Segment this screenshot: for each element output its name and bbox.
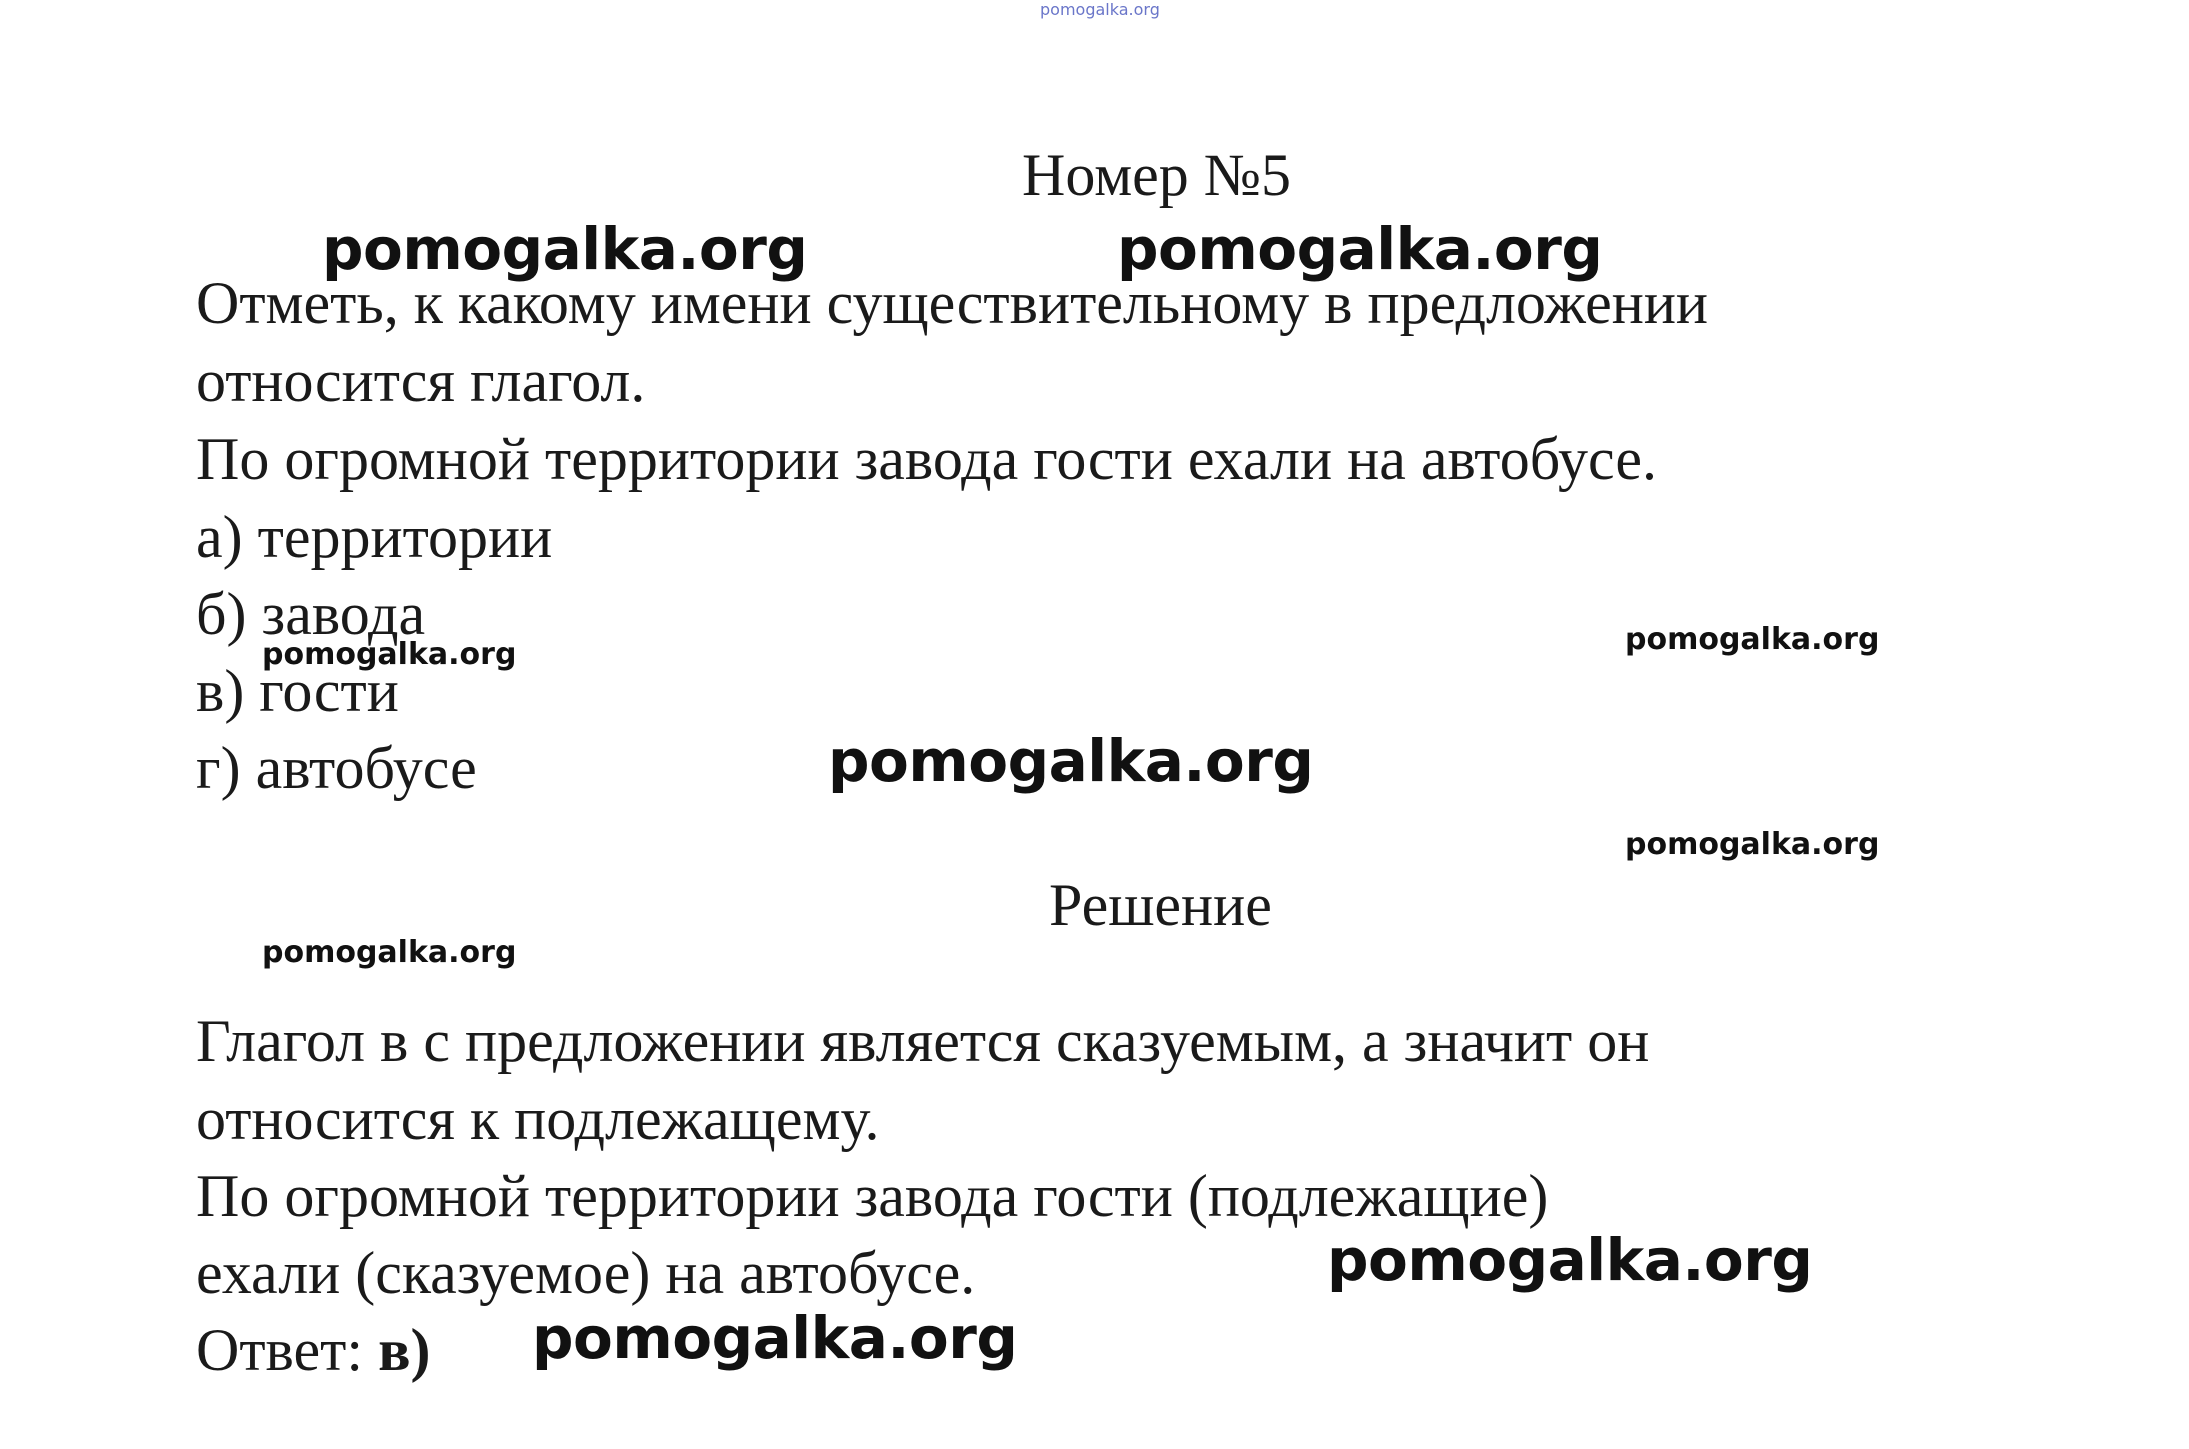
answer-line [196, 1317, 431, 1383]
task-sentence: По огромной территории завода гости ехали на автобусе. [196, 426, 1657, 492]
option-a: а) территории [196, 504, 553, 570]
watermark: pomogalka.org [262, 935, 517, 970]
solution-line-4: ехали (сказуемое) на автобусе. [196, 1240, 976, 1306]
option-g: г) автобусе [196, 735, 477, 801]
watermark: pomogalka.org [1625, 827, 1880, 862]
watermark: pomogalka.org [1625, 622, 1880, 657]
watermark: pomogalka.org [1117, 215, 1603, 283]
task-line-2: относится глагол. [196, 348, 646, 414]
page-title: Номер №5 [1022, 142, 1292, 208]
solution-line-1: Глагол в с предложении является сказуемым, а значит он [196, 1008, 1650, 1074]
watermark: pomogalka.org [322, 215, 808, 283]
watermark: pomogalka.org [532, 1304, 1018, 1372]
watermark-top: pomogalka.org [1040, 0, 1160, 19]
watermark: pomogalka.org [262, 637, 517, 672]
option-v: в) гости [196, 658, 399, 724]
task-line-1: Отметь, к какому имени существительному в предложении [196, 270, 1709, 336]
watermark: pomogalka.org [828, 727, 1314, 795]
option-b: б) завода [196, 581, 426, 647]
answer-label: Ответ: [196, 1317, 364, 1383]
answer-value: в) [378, 1317, 431, 1383]
solution-heading: Решение [1049, 872, 1272, 938]
solution-line-3: По огромной территории завода гости (подлежащие) [196, 1163, 1549, 1229]
solution-line-2: относится к подлежащему. [196, 1086, 880, 1152]
watermark: pomogalka.org [1327, 1226, 1813, 1294]
